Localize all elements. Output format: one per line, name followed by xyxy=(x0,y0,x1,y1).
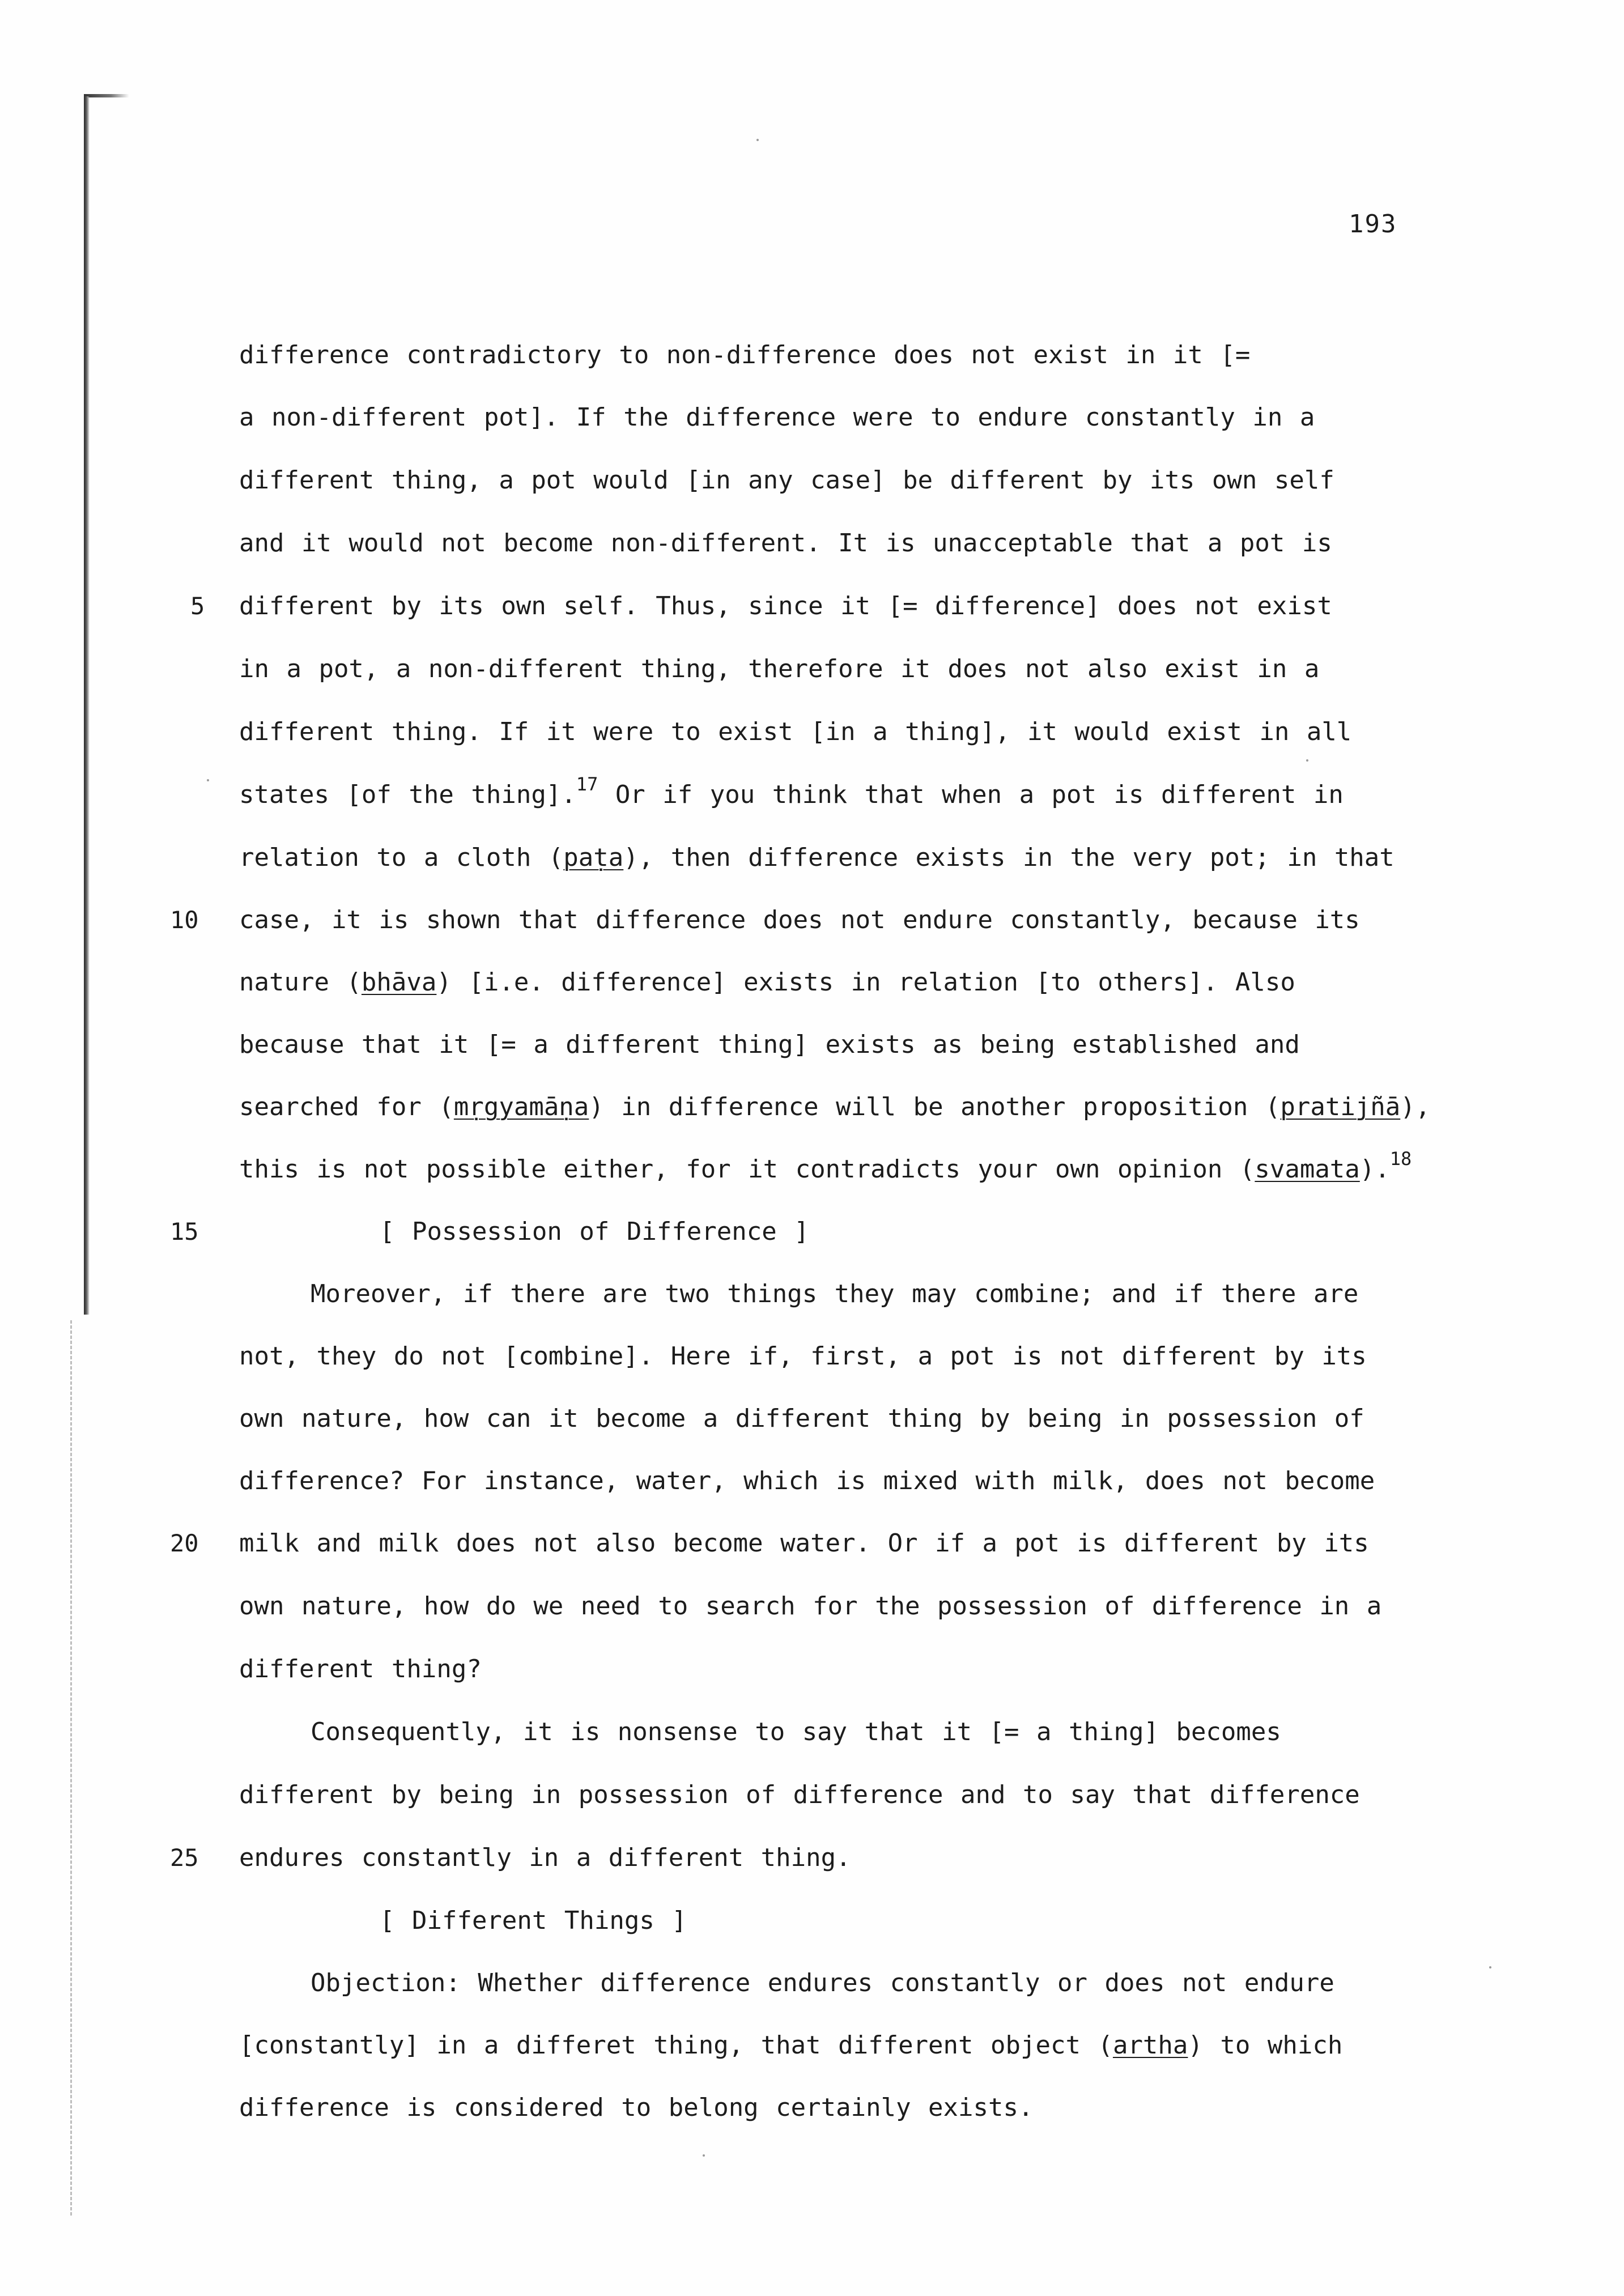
line-number-20: 20 xyxy=(170,1529,199,1557)
text-segment: ), then difference exists in the very pot; in that xyxy=(623,843,1395,872)
text-line xyxy=(239,773,1486,812)
text-line: because that it [= a different thing] exists as being established and xyxy=(239,1030,1300,1059)
line-number-5: 5 xyxy=(190,592,205,620)
sanskrit-term: pratijñā xyxy=(1280,1092,1401,1121)
binding-edge xyxy=(84,96,90,1315)
text-segment: relation to a cloth ( xyxy=(239,843,564,872)
text-segment: [constantly] in a differet thing, that different object ( xyxy=(239,2031,1113,2060)
text-line: difference? For instance, water, which is mixed with milk, does not become xyxy=(239,1466,1375,1495)
sanskrit-term: paṭa xyxy=(563,843,624,872)
scan-speck xyxy=(1306,759,1308,762)
text-segment: this is not possible either, for it contradicts your own opinion ( xyxy=(239,1155,1255,1184)
text-line xyxy=(239,1148,1486,1187)
footnote-ref-18: 18 xyxy=(1389,1148,1412,1170)
text-line: not, they do not [combine]. Here if, first, a pot is not different by its xyxy=(239,1342,1367,1371)
text-segment: ) [i.e. difference] exists in relation [to others]. Also xyxy=(436,968,1295,997)
line-number-15: 15 xyxy=(170,1218,199,1245)
text-line: in a pot, a non-different thing, therefore it does not also exist in a xyxy=(239,654,1320,683)
sanskrit-term: svamata xyxy=(1255,1155,1360,1184)
text-segment: states [of the thing]. xyxy=(239,780,576,809)
text-line xyxy=(239,2029,1486,2063)
footnote-ref-17: 17 xyxy=(576,773,598,795)
text-segment: ), xyxy=(1400,1092,1431,1121)
text-segment: nature ( xyxy=(239,968,362,997)
sanskrit-term: artha xyxy=(1112,2031,1188,2060)
scan-speck xyxy=(207,779,209,781)
section-heading: [ Different Things ] xyxy=(380,1906,687,1935)
sanskrit-term: mṛgyamāṇa xyxy=(453,1092,589,1121)
text-line: Moreover, if there are two things they may combine; and if there are xyxy=(311,1279,1359,1308)
scan-speck xyxy=(756,139,759,141)
section-heading: [ Possession of Difference ] xyxy=(380,1217,809,1246)
text-segment: Or if you think that when a pot is different in xyxy=(598,780,1344,809)
text-segment: ) to which xyxy=(1188,2031,1343,2060)
text-line: endures constantly in a different thing. xyxy=(239,1843,851,1872)
line-number-25: 25 xyxy=(170,1844,199,1872)
text-line: a non-different pot]. If the difference were to endure constantly in a xyxy=(239,403,1315,432)
text-line: milk and milk does not also become water. Or if a pot is different by its xyxy=(239,1529,1369,1558)
text-line: different by its own self. Thus, since it [= difference] does not exist xyxy=(239,592,1332,620)
text-line: Consequently, it is nonsense to say that it [= a thing] becomes xyxy=(311,1717,1281,1746)
line-number-10: 10 xyxy=(170,906,199,934)
text-segment: searched for ( xyxy=(239,1092,454,1121)
text-segment: ). xyxy=(1359,1155,1390,1184)
text-line: difference contradictory to non-difference does not exist in it [= xyxy=(239,341,1251,369)
text-line: case, it is shown that difference does not endure constantly, because its xyxy=(239,905,1360,934)
text-line: Objection: Whether difference endures constantly or does not endure xyxy=(311,1968,1334,1997)
text-line: different thing. If it were to exist [in a thing], it would exist in all xyxy=(239,717,1352,746)
text-line: own nature, how do we need to search for the possession of difference in a xyxy=(239,1592,1382,1621)
text-line: and it would not become non-different. It is unacceptable that a pot is xyxy=(239,529,1332,558)
binding-edge-lower xyxy=(70,1320,72,2216)
page-number: 193 xyxy=(1349,210,1397,239)
text-line xyxy=(239,966,1486,1000)
text-line: difference is considered to belong certainly exists. xyxy=(239,2093,1034,2122)
text-line xyxy=(239,1090,1486,1124)
binding-edge-top xyxy=(84,94,129,97)
text-segment: ) in difference will be another proposition ( xyxy=(589,1092,1281,1121)
sanskrit-term: bhāva xyxy=(361,968,437,997)
text-line: different thing, a pot would [in any case] be different by its own self xyxy=(239,466,1334,495)
scan-speck xyxy=(703,2154,705,2157)
text-line: own nature, how can it become a different thing by being in possession of xyxy=(239,1404,1364,1433)
text-line: different by being in possession of difference and to say that difference xyxy=(239,1780,1360,1809)
text-line: different thing? xyxy=(239,1655,482,1683)
text-line xyxy=(239,841,1486,875)
